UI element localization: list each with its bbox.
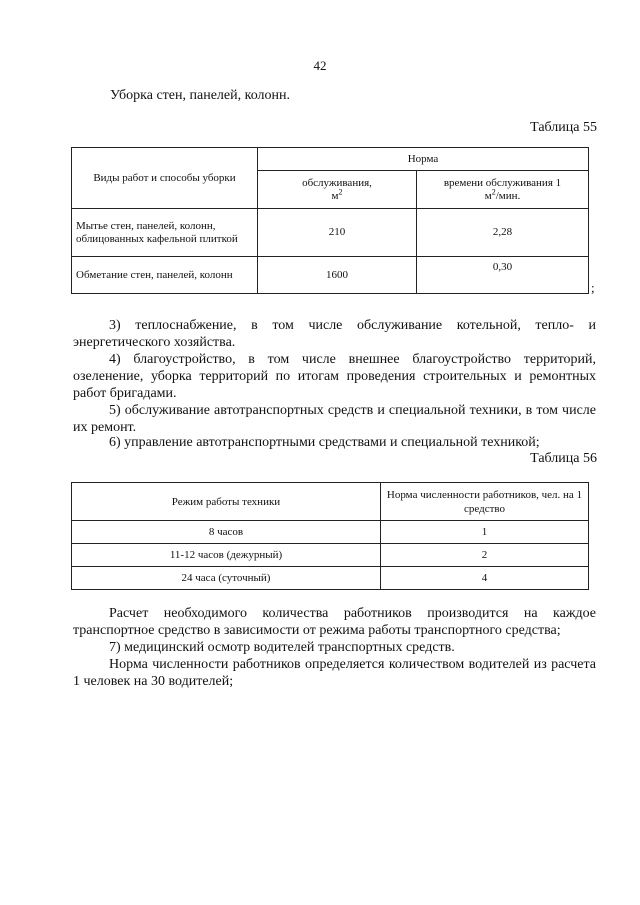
table-55-row-1-service: 210: [258, 209, 417, 257]
table-55-header-norma: Норма: [258, 148, 589, 171]
table-55-header-service: обслуживания, $м^2$: [258, 171, 417, 209]
table-55-row-2-service: 1600: [258, 257, 417, 294]
section-title: Уборка стен, панелей, колонн.: [110, 88, 290, 103]
table-56-row-3-mode: 24 часа (суточный): [72, 567, 381, 590]
table-56-row-1-mode: 8 часов: [72, 521, 381, 544]
paragraph-norm: Норма численности работников определяется количеством водителей из расчета 1 человек на 30 водителей;: [73, 657, 596, 689]
table-55-header-kind: Виды работ и способы уборки: [72, 148, 258, 209]
table-row: [72, 209, 589, 257]
table-55-trailing-mark: ;: [591, 280, 595, 295]
paragraph-7: 7) медицинский осмотр водителей транспортных средств.: [109, 640, 455, 655]
table-row: [72, 521, 589, 544]
table-56-row-3-norm: 4: [381, 567, 589, 590]
paragraph-3: 3) теплоснабжение, в том числе обслуживание котельной, тепло- и энергетического хозяйства.: [73, 318, 596, 350]
table-56-header-norm: Норма численности работников, чел. на 1 средство: [381, 483, 589, 521]
table-56-header-mode: Режим работы техники: [72, 483, 381, 521]
table-56-row-1-norm: 1: [381, 521, 589, 544]
table-55: [71, 147, 589, 294]
table-row: [72, 567, 589, 590]
table-55-row-2-kind: Обметание стен, панелей, колонн: [72, 257, 258, 294]
table-56-row-2-mode: 11-12 часов (дежурный): [72, 544, 381, 567]
paragraph-6: 6) управление автотранспортными средствами и специальной техникой;: [109, 435, 540, 450]
paragraph-5: 5) обслуживание автотранспортных средств и специальной техники, в том числе их ремонт.: [73, 403, 596, 435]
table-56: [71, 482, 589, 590]
table-row: [72, 544, 589, 567]
page-number: 42: [313, 58, 327, 73]
table-row: [72, 257, 589, 294]
table-56-row-2-norm: 2: [381, 544, 589, 567]
paragraph-4: 4) благоустройство, в том числе внешнее благоустройство территорий, озеленение, уборка территорий по итогам проведения строительных и ремонтных работ бригадами.: [73, 352, 596, 401]
table-55-header-time: времени обслуживания 1 $м^2$/мин.: [417, 171, 589, 209]
table-55-row-1-time: 2,28: [417, 209, 589, 257]
table-55-row-2-time: 0,30: [417, 257, 589, 294]
table-55-row-1-kind: Мытье стен, панелей, колонн, облицованных кафельной плиткой: [72, 209, 258, 257]
paragraph-calc: Расчет необходимого количества работников производится на каждое транспортное средство в зависимости от режима работы транспортного средства;: [73, 606, 596, 638]
table-55-caption: Таблица 55: [530, 120, 597, 135]
table-56-caption: Таблица 56: [530, 451, 597, 466]
